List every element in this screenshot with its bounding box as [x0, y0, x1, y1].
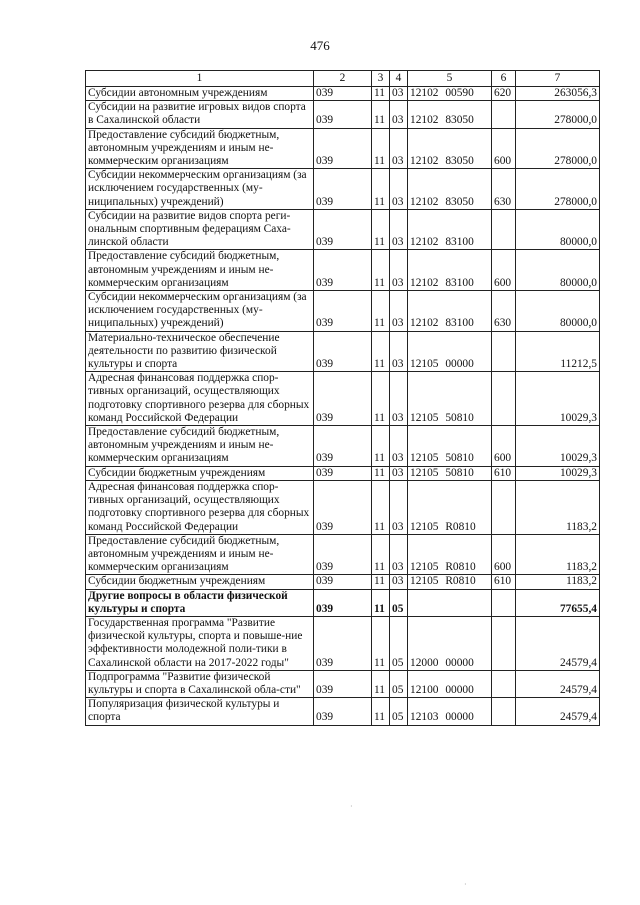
cell-name: Адресная финансовая поддержка спор-тивных организаций, осуществляющих подготовку спортивного резерва для сборных команд Российской Федерации — [86, 372, 314, 426]
cell-c4: 05 — [390, 589, 408, 616]
cell-c4: 03 — [390, 466, 408, 480]
table-row — [86, 128, 600, 169]
cell-c4: 05 — [390, 616, 408, 670]
cell-c4: 03 — [390, 372, 408, 426]
cell-c7: 24579,4 — [516, 698, 600, 725]
cell-c3: 11 — [372, 426, 390, 467]
cell-name: Популяризация физической культуры и спорта — [86, 698, 314, 725]
table-row — [86, 331, 600, 372]
cell-c7: 24579,4 — [516, 616, 600, 670]
table-row — [86, 209, 600, 250]
cell-c3: 11 — [372, 616, 390, 670]
cell-c2: 039 — [314, 169, 372, 210]
cell-c2: 039 — [314, 87, 372, 101]
cell-c7: 77655,4 — [516, 589, 600, 616]
cell-c6 — [492, 670, 516, 697]
cell-c7: 278000,0 — [516, 101, 600, 128]
cell-c2: 039 — [314, 331, 372, 372]
table-row — [86, 87, 600, 101]
cell-c3: 11 — [372, 101, 390, 128]
cell-c3: 11 — [372, 372, 390, 426]
cell-c2: 039 — [314, 291, 372, 332]
cell-c3: 11 — [372, 209, 390, 250]
cell-c2: 039 — [314, 480, 372, 534]
page-number: 476 — [310, 38, 330, 53]
cell-name: Субсидии некоммерческим организациям (за исключением государственных (му-ниципальных) учреждений) — [86, 291, 314, 332]
cell-name: Предоставление субсидий бюджетным, автономным учреждениям и иным не-коммерческим организациям — [86, 128, 314, 169]
header-col-6: 6 — [492, 71, 516, 87]
cell-c5: 12103 00000 — [408, 698, 492, 725]
cell-c4: 03 — [390, 87, 408, 101]
cell-c2: 039 — [314, 101, 372, 128]
cell-c6: 610 — [492, 466, 516, 480]
cell-c3: 11 — [372, 250, 390, 291]
cell-c5: 12102 83100 — [408, 291, 492, 332]
cell-c7: 80000,0 — [516, 291, 600, 332]
cell-c3: 11 — [372, 466, 390, 480]
cell-name: Субсидии бюджетным учреждениям — [86, 466, 314, 480]
cell-c2: 039 — [314, 426, 372, 467]
cell-c4: 03 — [390, 101, 408, 128]
table-row — [86, 291, 600, 332]
cell-c5: 12105 R0810 — [408, 480, 492, 534]
cell-name: Субсидии автономным учреждениям — [86, 87, 314, 101]
table-row — [86, 480, 600, 534]
cell-c3: 11 — [372, 169, 390, 210]
header-col-3: 3 — [372, 71, 390, 87]
cell-c2: 039 — [314, 698, 372, 725]
cell-c7: 263056,3 — [516, 87, 600, 101]
cell-c2: 039 — [314, 250, 372, 291]
cell-c2: 039 — [314, 575, 372, 589]
cell-c4: 03 — [390, 534, 408, 575]
cell-c5 — [408, 589, 492, 616]
header-col-2: 2 — [314, 71, 372, 87]
cell-c5: 12102 83050 — [408, 101, 492, 128]
cell-c2: 039 — [314, 372, 372, 426]
cell-name: Субсидии бюджетным учреждениям — [86, 575, 314, 589]
cell-c6 — [492, 101, 516, 128]
header-col-7: 7 — [516, 71, 600, 87]
cell-c6: 600 — [492, 128, 516, 169]
cell-name: Предоставление субсидий бюджетным, автономным учреждениям и иным не-коммерческим организациям — [86, 426, 314, 467]
cell-c4: 03 — [390, 480, 408, 534]
cell-c6: 630 — [492, 291, 516, 332]
header-col-1: 1 — [86, 71, 314, 87]
cell-name: Субсидии некоммерческим организациям (за исключением государственных (му-ниципальных) учреждений) — [86, 169, 314, 210]
cell-c2: 039 — [314, 466, 372, 480]
cell-name: Субсидии на развитие видов спорта реги-ональным спортивным федерациям Саха-линской области — [86, 209, 314, 250]
cell-c6: 630 — [492, 169, 516, 210]
cell-c4: 03 — [390, 209, 408, 250]
cell-c7: 10029,3 — [516, 372, 600, 426]
table-row — [86, 670, 600, 697]
cell-c3: 11 — [372, 589, 390, 616]
cell-c6: 610 — [492, 575, 516, 589]
header-col-5: 5 — [408, 71, 492, 87]
table-body — [86, 87, 600, 726]
cell-c3: 11 — [372, 698, 390, 725]
cell-c7: 278000,0 — [516, 169, 600, 210]
cell-c6 — [492, 480, 516, 534]
cell-c5: 12105 00000 — [408, 331, 492, 372]
cell-c7: 10029,3 — [516, 466, 600, 480]
table-row — [86, 250, 600, 291]
cell-c2: 039 — [314, 589, 372, 616]
cell-c6: 600 — [492, 534, 516, 575]
table-row — [86, 169, 600, 210]
cell-c2: 039 — [314, 670, 372, 697]
cell-c5: 12105 R0810 — [408, 575, 492, 589]
cell-c6 — [492, 372, 516, 426]
cell-c7: 80000,0 — [516, 250, 600, 291]
header-row — [86, 71, 600, 87]
cell-name: Материально-техническое обеспечение деятельности по развитию физической культуры и спорта — [86, 331, 314, 372]
scan-speck: · — [350, 802, 353, 811]
cell-c3: 11 — [372, 534, 390, 575]
cell-c3: 11 — [372, 87, 390, 101]
table-row — [86, 372, 600, 426]
table-row — [86, 534, 600, 575]
cell-c2: 039 — [314, 534, 372, 575]
scan-speck: · — [464, 880, 467, 889]
table-row — [86, 466, 600, 480]
cell-c5: 12102 83050 — [408, 169, 492, 210]
cell-c7: 278000,0 — [516, 128, 600, 169]
table-row — [86, 616, 600, 670]
cell-c6 — [492, 209, 516, 250]
table-row — [86, 101, 600, 128]
cell-c6: 620 — [492, 87, 516, 101]
cell-c7: 1183,2 — [516, 575, 600, 589]
cell-c5: 12105 50810 — [408, 466, 492, 480]
budget-table — [85, 70, 600, 726]
cell-c6 — [492, 589, 516, 616]
cell-c7: 1183,2 — [516, 534, 600, 575]
cell-c3: 11 — [372, 575, 390, 589]
cell-c5: 12102 83100 — [408, 250, 492, 291]
cell-c7: 24579,4 — [516, 670, 600, 697]
cell-c3: 11 — [372, 128, 390, 169]
cell-c6: 600 — [492, 250, 516, 291]
cell-name: Предоставление субсидий бюджетным, автономным учреждениям и иным не-коммерческим организациям — [86, 534, 314, 575]
cell-c4: 03 — [390, 169, 408, 210]
cell-c7: 11212,5 — [516, 331, 600, 372]
cell-c3: 11 — [372, 331, 390, 372]
cell-c3: 11 — [372, 670, 390, 697]
cell-name: Государственная программа "Развитие физической культуры, спорта и повыше-ние эффективности молодежной поли-тики в Сахалинской области на 2017-2022 годы" — [86, 616, 314, 670]
cell-c5: 12105 50810 — [408, 426, 492, 467]
cell-name: Другие вопросы в области физической культуры и спорта — [86, 589, 314, 616]
cell-name: Подпрограмма "Развитие физической культуры и спорта в Сахалинской обла-сти" — [86, 670, 314, 697]
table-row — [86, 575, 600, 589]
cell-c5: 12105 50810 — [408, 372, 492, 426]
cell-c7: 80000,0 — [516, 209, 600, 250]
cell-c2: 039 — [314, 616, 372, 670]
cell-c6 — [492, 698, 516, 725]
cell-c5: 12102 83050 — [408, 128, 492, 169]
cell-c5: 12105 R0810 — [408, 534, 492, 575]
cell-name: Предоставление субсидий бюджетным, автономным учреждениям и иным не-коммерческим организациям — [86, 250, 314, 291]
cell-c6 — [492, 331, 516, 372]
cell-c2: 039 — [314, 128, 372, 169]
table-row — [86, 426, 600, 467]
cell-c3: 11 — [372, 291, 390, 332]
header-col-4: 4 — [390, 71, 408, 87]
cell-c4: 03 — [390, 250, 408, 291]
cell-c5: 12102 00590 — [408, 87, 492, 101]
cell-c3: 11 — [372, 480, 390, 534]
cell-c2: 039 — [314, 209, 372, 250]
table-row — [86, 589, 600, 616]
cell-name: Адресная финансовая поддержка спор-тивных организаций, осуществляющих подготовку спортивного резерва для сборных команд Российской Федерации — [86, 480, 314, 534]
cell-c4: 05 — [390, 670, 408, 697]
cell-c4: 03 — [390, 128, 408, 169]
cell-c4: 03 — [390, 291, 408, 332]
table-row — [86, 698, 600, 725]
cell-c4: 05 — [390, 698, 408, 725]
cell-c5: 12000 00000 — [408, 616, 492, 670]
cell-c4: 03 — [390, 331, 408, 372]
cell-c6 — [492, 616, 516, 670]
cell-c7: 10029,3 — [516, 426, 600, 467]
cell-c6: 600 — [492, 426, 516, 467]
cell-c4: 03 — [390, 575, 408, 589]
cell-name: Субсидии на развитие игровых видов спорта в Сахалинской области — [86, 101, 314, 128]
cell-c5: 12100 00000 — [408, 670, 492, 697]
cell-c7: 1183,2 — [516, 480, 600, 534]
cell-c4: 03 — [390, 426, 408, 467]
cell-c5: 12102 83100 — [408, 209, 492, 250]
